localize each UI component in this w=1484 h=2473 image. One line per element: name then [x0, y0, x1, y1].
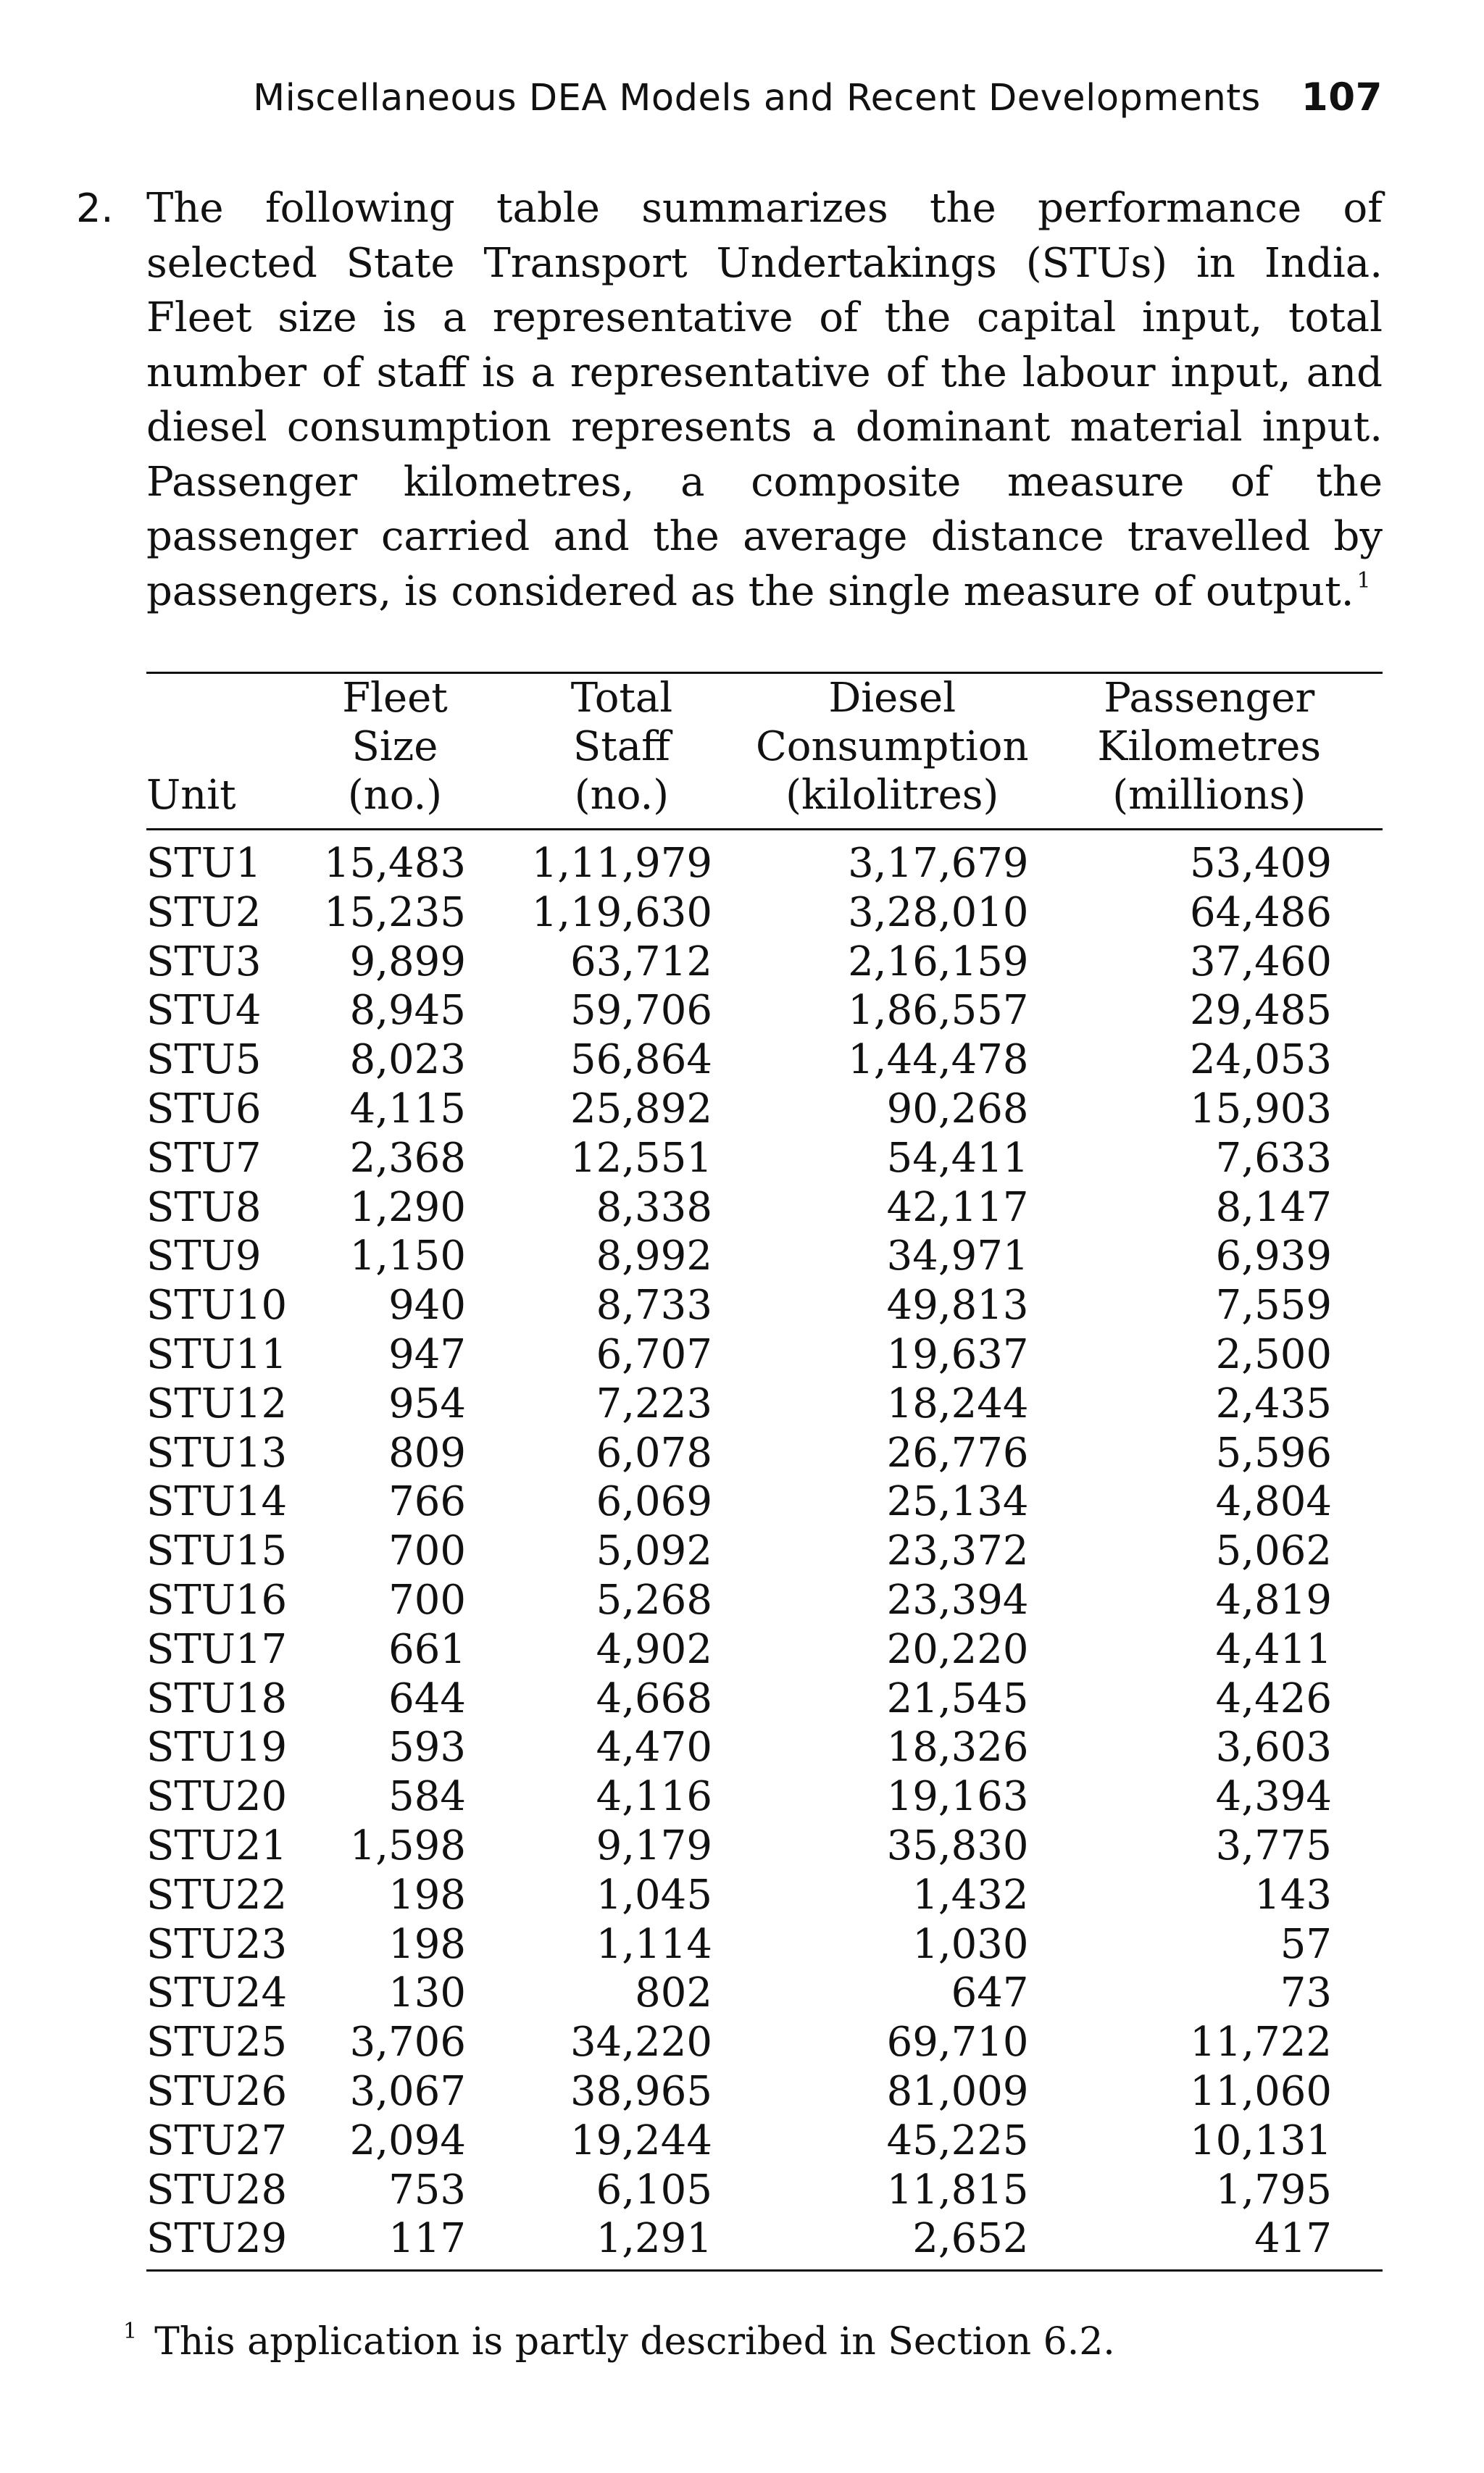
cell-unit: STU25 [146, 2019, 288, 2067]
cell-unit: STU12 [146, 1380, 288, 1427]
cell-fleet-size: 584 [388, 1773, 466, 1821]
cell-total-staff: 4,116 [596, 1773, 712, 1821]
cell-total-staff: 8,992 [596, 1233, 712, 1280]
cell-fleet-size: 15,483 [324, 840, 466, 887]
cell-fleet-size: 644 [388, 1675, 466, 1722]
cell-passenger-kilometres: 57 [1280, 1920, 1332, 1968]
cell-passenger-kilometres: 3,775 [1215, 1822, 1332, 1869]
table-row [146, 1675, 1383, 1724]
header-diesel-line1: Diesel [712, 673, 1029, 723]
cell-fleet-size: 2,094 [349, 2117, 466, 2164]
cell-passenger-kilometres: 143 [1254, 1871, 1332, 1919]
header-unit-line2 [146, 722, 324, 771]
problem-body: The following table summarizes the performance of selected State Transport Undertakings (STUs) in India. Fleet size is a representative of the capital input, total number of staff is a representative of the labour input, and diesel consumption represents a dominant material input. Passenger kilometres, a composite measure of the passenger carried and the average distance travelled by passengers, is considered as the single measure of output. [146, 185, 1383, 615]
cell-unit: STU28 [146, 2166, 288, 2214]
cell-diesel-consumption: 3,17,679 [848, 840, 1029, 887]
cell-diesel-consumption: 20,220 [886, 1625, 1029, 1673]
footnote-reference: 1 [1356, 567, 1371, 593]
cell-total-staff: 56,864 [570, 1036, 712, 1084]
cell-unit: STU21 [146, 1822, 288, 1869]
cell-diesel-consumption: 35,830 [886, 1822, 1029, 1869]
cell-total-staff: 25,892 [570, 1085, 712, 1133]
cell-unit: STU29 [146, 2215, 288, 2263]
table-row [146, 1085, 1383, 1134]
cell-total-staff: 8,733 [596, 1282, 712, 1330]
header-staff-line1: Total [466, 673, 712, 723]
header-unit-line1 [146, 673, 324, 723]
cell-total-staff: 5,092 [596, 1527, 712, 1575]
table-row [146, 1723, 1383, 1772]
cell-total-staff: 7,223 [596, 1380, 712, 1427]
cell-unit: STU27 [146, 2117, 288, 2164]
cell-passenger-kilometres: 15,903 [1190, 1085, 1332, 1133]
cell-diesel-consumption: 1,44,478 [848, 1036, 1029, 1084]
footnote-marker: 1 [123, 2319, 138, 2344]
cell-total-staff: 9,179 [596, 1822, 712, 1869]
cell-fleet-size: 700 [388, 1576, 466, 1624]
table-row [146, 938, 1383, 987]
table-row [146, 1330, 1383, 1380]
cell-fleet-size: 9,899 [349, 938, 466, 985]
header-fleet-unit: (no.) [324, 771, 466, 830]
cell-unit: STU2 [146, 888, 262, 936]
cell-diesel-consumption: 45,225 [886, 2117, 1029, 2164]
cell-diesel-consumption: 647 [951, 1969, 1029, 2017]
cell-unit: STU20 [146, 1773, 288, 1821]
cell-unit: STU10 [146, 1282, 288, 1330]
cell-total-staff: 34,220 [570, 2019, 712, 2067]
cell-fleet-size: 593 [388, 1724, 466, 1772]
page-number: 107 [1301, 75, 1383, 120]
table-body [146, 830, 1383, 2271]
cell-diesel-consumption: 42,117 [886, 1183, 1029, 1231]
cell-diesel-consumption: 54,411 [886, 1134, 1029, 1182]
table-row [146, 986, 1383, 1035]
cell-fleet-size: 809 [388, 1429, 466, 1477]
header-passenger-unit: (millions) [1029, 771, 1383, 830]
cell-passenger-kilometres: 73 [1280, 1969, 1332, 2017]
cell-unit: STU19 [146, 1724, 288, 1772]
cell-diesel-consumption: 11,815 [886, 2166, 1029, 2214]
cell-fleet-size: 15,235 [324, 888, 466, 936]
cell-unit: STU22 [146, 1871, 288, 1919]
table-row [146, 2067, 1383, 2117]
cell-total-staff: 6,078 [596, 1429, 712, 1477]
cell-fleet-size: 1,598 [349, 1822, 466, 1869]
header-diesel-line2: Consumption [755, 723, 1029, 770]
cell-unit: STU17 [146, 1625, 288, 1673]
cell-diesel-consumption: 34,971 [886, 1233, 1029, 1280]
cell-fleet-size: 700 [388, 1527, 466, 1575]
cell-fleet-size: 130 [388, 1969, 466, 2017]
cell-unit: STU11 [146, 1330, 288, 1378]
cell-passenger-kilometres: 37,460 [1190, 938, 1332, 985]
cell-unit: STU8 [146, 1183, 262, 1231]
table-row [146, 1625, 1383, 1675]
table-row [146, 1822, 1383, 1871]
cell-diesel-consumption: 19,637 [886, 1330, 1029, 1378]
cell-total-staff: 1,045 [596, 1871, 712, 1919]
cell-total-staff: 59,706 [570, 987, 712, 1035]
table-row [146, 2166, 1383, 2215]
cell-passenger-kilometres: 4,426 [1215, 1675, 1332, 1722]
table-row [146, 1871, 1383, 1920]
cell-fleet-size: 661 [388, 1625, 466, 1673]
header-fleet-line2: Size [351, 723, 438, 770]
running-title: Miscellaneous DEA Models and Recent Developments [253, 77, 1261, 120]
cell-fleet-size: 2,368 [349, 1134, 466, 1182]
cell-passenger-kilometres: 8,147 [1215, 1183, 1332, 1231]
cell-diesel-consumption: 90,268 [886, 1085, 1029, 1133]
cell-passenger-kilometres: 4,804 [1215, 1478, 1332, 1526]
cell-total-staff: 4,902 [596, 1625, 712, 1673]
cell-diesel-consumption: 49,813 [886, 1282, 1029, 1330]
cell-passenger-kilometres: 1,795 [1215, 2166, 1332, 2214]
cell-passenger-kilometres: 417 [1254, 2215, 1332, 2263]
cell-fleet-size: 1,290 [349, 1183, 466, 1231]
header-unit: Unit [146, 771, 324, 830]
cell-passenger-kilometres: 24,053 [1190, 1036, 1332, 1084]
table-row [146, 1380, 1383, 1429]
cell-fleet-size: 198 [388, 1871, 466, 1919]
cell-diesel-consumption: 2,16,159 [848, 938, 1029, 985]
cell-unit: STU6 [146, 1085, 262, 1133]
problem-2 [76, 181, 1383, 619]
cell-total-staff: 63,712 [570, 938, 712, 985]
table-row [146, 2117, 1383, 2166]
cell-total-staff: 5,268 [596, 1576, 712, 1624]
cell-unit: STU14 [146, 1478, 288, 1526]
table-row [146, 830, 1383, 888]
cell-passenger-kilometres: 11,722 [1190, 2019, 1332, 2067]
cell-fleet-size: 3,706 [349, 2019, 466, 2067]
cell-passenger-kilometres: 64,486 [1190, 888, 1332, 936]
header-fleet-line1: Fleet [324, 673, 466, 723]
cell-unit: STU26 [146, 2067, 288, 2115]
table-header [146, 673, 1383, 830]
cell-fleet-size: 198 [388, 1920, 466, 1968]
header-passenger-line1: Passenger [1029, 673, 1383, 723]
cell-unit: STU16 [146, 1576, 288, 1624]
cell-diesel-consumption: 23,372 [886, 1527, 1029, 1575]
cell-fleet-size: 940 [388, 1282, 466, 1330]
cell-passenger-kilometres: 10,131 [1190, 2117, 1332, 2164]
table-row [146, 1232, 1383, 1281]
cell-passenger-kilometres: 4,411 [1215, 1625, 1332, 1673]
cell-total-staff: 1,114 [596, 1920, 712, 1968]
cell-fleet-size: 8,945 [349, 987, 466, 1035]
problem-number: 2. [76, 185, 114, 231]
table-row [146, 1576, 1383, 1625]
cell-diesel-consumption: 26,776 [886, 1429, 1029, 1477]
cell-diesel-consumption: 18,244 [886, 1380, 1029, 1427]
cell-diesel-consumption: 19,163 [886, 1773, 1029, 1821]
problem-text [146, 181, 1383, 619]
stu-performance-table-wrap [146, 672, 1383, 2272]
header-diesel-unit: (kilolitres) [712, 771, 1029, 830]
cell-passenger-kilometres: 7,559 [1215, 1282, 1332, 1330]
running-header [145, 75, 1383, 126]
cell-passenger-kilometres: 4,394 [1215, 1773, 1332, 1821]
cell-unit: STU1 [146, 840, 262, 887]
table-row [146, 2018, 1383, 2067]
footnote-text: This application is partly described in Section 6.2. [154, 2320, 1115, 2364]
table-row [146, 1920, 1383, 1969]
cell-fleet-size: 117 [388, 2215, 466, 2263]
cell-total-staff: 802 [635, 1969, 712, 2017]
cell-fleet-size: 1,150 [349, 1233, 466, 1280]
bottom-rule [146, 2271, 1383, 2272]
table-row [146, 2214, 1383, 2270]
cell-total-staff: 4,470 [596, 1724, 712, 1772]
cell-unit: STU24 [146, 1969, 288, 2017]
cell-diesel-consumption: 1,030 [912, 1920, 1029, 1968]
cell-total-staff: 4,668 [596, 1675, 712, 1722]
cell-passenger-kilometres: 53,409 [1190, 840, 1332, 887]
cell-total-staff: 1,291 [596, 2215, 712, 2263]
table-row [146, 1969, 1383, 2018]
cell-total-staff: 38,965 [570, 2067, 712, 2115]
cell-passenger-kilometres: 5,596 [1215, 1429, 1332, 1477]
table-row [146, 1477, 1383, 1527]
cell-total-staff: 19,244 [570, 2117, 712, 2164]
stu-performance-table [146, 672, 1383, 2272]
cell-diesel-consumption: 1,432 [912, 1871, 1029, 1919]
cell-unit: STU15 [146, 1527, 288, 1575]
table-row [146, 1281, 1383, 1330]
cell-passenger-kilometres: 11,060 [1190, 2067, 1332, 2115]
cell-unit: STU3 [146, 938, 262, 985]
header-passenger-line2: Kilometres [1097, 723, 1322, 770]
cell-fleet-size: 954 [388, 1380, 466, 1427]
cell-unit: STU5 [146, 1036, 262, 1084]
table-row [146, 1429, 1383, 1478]
cell-passenger-kilometres: 7,633 [1215, 1134, 1332, 1182]
table-row [146, 1035, 1383, 1085]
cell-diesel-consumption: 18,326 [886, 1724, 1029, 1772]
cell-fleet-size: 947 [388, 1330, 466, 1378]
cell-unit: STU18 [146, 1675, 288, 1722]
cell-total-staff: 6,707 [596, 1330, 712, 1378]
cell-diesel-consumption: 1,86,557 [848, 987, 1029, 1035]
cell-total-staff: 12,551 [570, 1134, 712, 1182]
footnote [123, 2316, 1383, 2367]
cell-total-staff: 8,338 [596, 1183, 712, 1231]
table-row [146, 1183, 1383, 1233]
cell-passenger-kilometres: 5,062 [1215, 1527, 1332, 1575]
cell-unit: STU4 [146, 987, 262, 1035]
table-row [146, 1527, 1383, 1576]
cell-unit: STU9 [146, 1233, 262, 1280]
cell-diesel-consumption: 81,009 [886, 2067, 1029, 2115]
cell-diesel-consumption: 23,394 [886, 1576, 1029, 1624]
cell-fleet-size: 4,115 [349, 1085, 466, 1133]
cell-passenger-kilometres: 6,939 [1215, 1233, 1332, 1280]
cell-diesel-consumption: 69,710 [886, 2019, 1029, 2067]
cell-unit: STU23 [146, 1920, 288, 1968]
table-row [146, 1772, 1383, 1822]
cell-total-staff: 6,105 [596, 2166, 712, 2214]
cell-passenger-kilometres: 2,435 [1215, 1380, 1332, 1427]
cell-diesel-consumption: 21,545 [886, 1675, 1029, 1722]
cell-passenger-kilometres: 2,500 [1215, 1330, 1332, 1378]
cell-total-staff: 6,069 [596, 1478, 712, 1526]
cell-diesel-consumption: 2,652 [912, 2215, 1029, 2263]
cell-unit: STU7 [146, 1134, 262, 1182]
cell-total-staff: 1,19,630 [531, 888, 712, 936]
cell-total-staff: 1,11,979 [531, 840, 712, 887]
cell-fleet-size: 3,067 [349, 2067, 466, 2115]
cell-passenger-kilometres: 4,819 [1215, 1576, 1332, 1624]
cell-fleet-size: 8,023 [349, 1036, 466, 1084]
cell-fleet-size: 766 [388, 1478, 466, 1526]
cell-fleet-size: 753 [388, 2166, 466, 2214]
cell-passenger-kilometres: 3,603 [1215, 1724, 1332, 1772]
table-row [146, 888, 1383, 938]
header-staff-unit: (no.) [466, 771, 712, 830]
cell-diesel-consumption: 25,134 [886, 1478, 1029, 1526]
cell-diesel-consumption: 3,28,010 [848, 888, 1029, 936]
cell-unit: STU13 [146, 1429, 288, 1477]
cell-passenger-kilometres: 29,485 [1190, 987, 1332, 1035]
header-staff-line2: Staff [572, 723, 670, 770]
table-row [146, 1134, 1383, 1183]
